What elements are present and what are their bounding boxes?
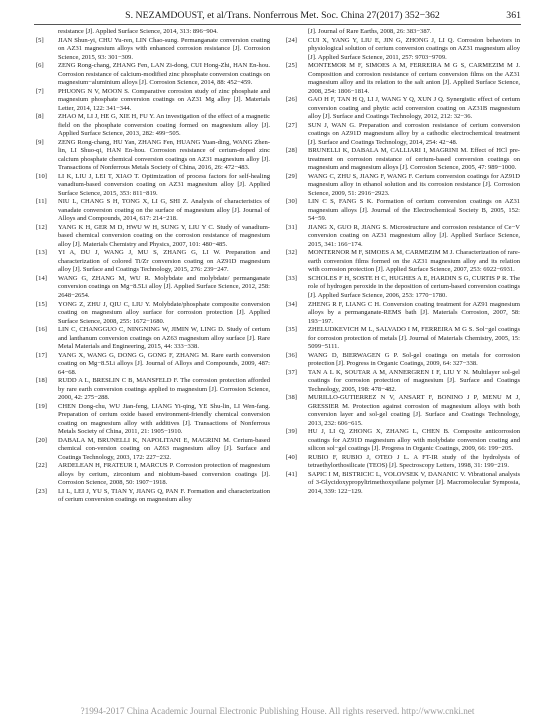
reference-number: [18] xyxy=(36,377,47,385)
reference-number: [35] xyxy=(286,326,297,334)
reference-number: [23] xyxy=(36,487,47,495)
reference-entry xyxy=(286,352,520,369)
reference-number: [25] xyxy=(286,62,297,70)
reference-number: [38] xyxy=(286,394,297,402)
reference-text: SAPIC I M, BISTRICIC L, VOLOVSEK V, DANANIC V. Vibrational analysis of 3-Glycidoxypropyltrimethoxysilane polymer [J]. Macromolecular Symposia, 2014, 339: 122−129. xyxy=(308,470,520,495)
reference-text: MONTEMOR M F, SIMOES A M, FERREIRA M G S, CARMEZIM M J. Composition and corrosion resistance of cerium conversion films on the AZ31 magnesium alloy and its relation to the salt anion [J]. Applied Surface Science, 2008, 254: 1806−1814. xyxy=(308,62,520,95)
reference-number: [10] xyxy=(36,172,47,180)
reference-text: TAN A L K, SOUTAR A M, ANNERGREN I F, LIU Y N. Multilayer sol-gel coatings for corrosion protection of magnesium [J]. Surface and Coatings Technology, 2005, 198: 478−482. xyxy=(308,368,520,393)
reference-entry xyxy=(36,139,270,173)
reference-number: [39] xyxy=(286,428,297,436)
reference-entry xyxy=(36,224,270,250)
reference-text: ZENG Rong-chang, HU Yan, ZHANG Fen, HUANG Yuan-ding, WANG Zhen-lin, LI Shuo-qi, HAN En-hou. Corrosion resistance of cerium-doped zinc calcium phosphate chemical conversion coatings on AZ31 magnesium alloy [J]. Transactions of Nonferrous Metals Society of China, 2016, 26: 472−483. xyxy=(58,138,270,172)
reference-number: [29] xyxy=(286,172,297,180)
reference-entry xyxy=(36,275,270,301)
reference-entry xyxy=(36,62,270,88)
reference-entry xyxy=(286,37,520,63)
reference-entry xyxy=(286,96,520,122)
reference-entry xyxy=(36,437,270,463)
reference-entry xyxy=(286,173,520,199)
reference-text: WANG D, BIERWAGEN G P. Sol-gel coatings on metals for corrosion protection [J]. Progress in Organic Coatings, 2009, 64: 327−338. xyxy=(308,351,520,368)
reference-entry xyxy=(286,62,520,96)
reference-entry xyxy=(286,28,520,37)
reference-text: MONTERNOR M F, SIMOES A M, CARMEZIM M J. Characterization of rare-earth conversion films formed on the AZ31 magnesium alloy and its relation with corrosion protection [J]. Applied Surface Science, 2007, 253: 6922−6931. xyxy=(308,249,520,274)
reference-entry xyxy=(36,28,270,37)
reference-entry xyxy=(286,394,520,428)
reference-text: ZENG Rong-chang, ZHANG Fen, LAN Zi-dong, CUI Hong-Zhi, HAN En-hou. Corrosion resistance of calcium-modified zinc phosphate conversion coatings on magnesium−aluminium alloys [J]. Corrosion Science, 2014, 88: 452−459. xyxy=(58,62,270,87)
reference-text: BRUNELLI K, DABALA M, CALLIARI I, MAGRINI M. Effect of HCl pre-treatment on corrosion resistance of cerium-based conversion coatings on magnesium and magnesium alloys [J]. Corrosion Science, 2005, 47: 989−1000. xyxy=(308,147,520,172)
reference-text: PHUONG N V, MOON S. Comparative corrosion study of zinc phosphate and magnesium phosphate conversion coatings on AZ31 Mg alloy [J]. Materials Letter, 2014, 122: 341−344. xyxy=(58,87,270,112)
reference-text: JIANG X, GUO R, JIANG S. Microstructure and corrosion resistance of Ce−V conversion coating on AZ31 magnesium alloy [J]. Applied Surface Science, 2015, 341: 166−174. xyxy=(308,223,520,248)
reference-entry xyxy=(36,198,270,224)
reference-text: YANG X, WANG G, DONG G, GONG F, ZHANG M. Rare earth conversion coating on Mg−8.5Li alloys [J]. Journal of Alloys and Compounds, 2009, 487: 64−68. xyxy=(58,351,270,376)
reference-number: [14] xyxy=(36,274,47,282)
reference-number: [28] xyxy=(286,147,297,155)
reference-entry xyxy=(286,147,520,173)
reference-entry xyxy=(286,122,520,148)
reference-entry xyxy=(36,113,270,139)
reference-entry xyxy=(36,301,270,327)
reference-text: CUI X, YANG Y, LIU E, JIN G, ZHONG J, LI Q. Corrosion behaviors in physiological solution of cerium conversion coatings on AZ31 magnesium alloy [J]. Applied Surface Science, 2011, 257: 9703−9709. xyxy=(308,36,520,61)
reference-text: SCHOLES F H, SOSTE H C, HUGHES A E, HARDIN S G, CURTIS P R. The role of hydrogen peroxide in the deposition of cerium-based conversion coatings [J]. Applied Surface Science, 2006, 253: 1770−1780. xyxy=(308,274,520,299)
reference-number: [19] xyxy=(36,402,47,410)
references-left-column xyxy=(36,28,270,505)
reference-number: [9] xyxy=(36,138,44,146)
reference-text: ZHAO M, LI J, HE G, XIE H, FU Y. An investigation of the effect of a magnetic field on the phosphate conversion coating formed on magnesium alloy [J]. Applied Surface Science, 2013, 282: 499−505. xyxy=(58,113,270,138)
reference-text: ZHENG R F, LIANG C H. Conversion coating treatment for AZ91 magnesium alloys by a permanganate-REMS bath [J]. Materials Corrosion, 2007, 58: 193−197. xyxy=(308,300,520,325)
reference-number: [27] xyxy=(286,121,297,129)
reference-number: [30] xyxy=(286,198,297,206)
reference-text: ZHELUDKEVICH M L, SALVADO I M, FERREIRA M G S. Sol−gel coatings for corrosion protection of metals [J]. Journal of Materials Chemistry, 2005, 15: 5099−5111. xyxy=(308,326,520,351)
reference-text: WANG C, ZHU S, JIANG F, WANG F. Cerium conversion coatings for AZ91D magnesium alloy in ethanol solution and its corrosion resistance [J]. Corrosion Science, 2009, 51: 2916−2923. xyxy=(308,172,520,197)
reference-number: [32] xyxy=(286,249,297,257)
reference-text: MURILLO-GUTIERREZ N V, ANSART F, BONINO J P, MENU M J, GRESSIER M. Protection against corrosion of magnesium alloys with both conversion layer and sol-gel coating [J]. Surface and Coatings Technology, 2013, 232: 606−615. xyxy=(308,394,520,427)
reference-number: [34] xyxy=(286,300,297,308)
reference-number: [40] xyxy=(286,453,297,461)
reference-number: [37] xyxy=(286,368,297,376)
reference-entry xyxy=(36,377,270,403)
reference-number: [22] xyxy=(36,462,47,470)
reference-text: RUBIO F, RUBIO J, OTEO J L. A FT-IR study of the hydrolysis of tetraethylorthosilicate (TEOS) [J]. Spectroscopy Letters, 1998, 31: 199−219. xyxy=(308,453,520,470)
reference-entry xyxy=(286,301,520,327)
reference-number: [17] xyxy=(36,351,47,359)
reference-number: [36] xyxy=(286,351,297,359)
reference-text: SUN J, WAN G. Preparation and corrosion resistance of cerium conversion coatings on AZ91D magnesium alloy by a cathodic electrochemical treatment [J]. Surface and Coatings Technology, 2014, 254: 42−48. xyxy=(308,121,520,146)
reference-entry xyxy=(286,428,520,454)
reference-text: LI K, LIU J, LEI T, XIAO T. Optimization of process factors for self-healing vanadium-based conversion coating on AZ31 magnesium alloy [J]. Applied Surface Science, 2015, 353: 811−819. xyxy=(58,172,270,197)
reference-entry xyxy=(36,462,270,488)
reference-text: ARDELEAN H, FRATEUR I, MARCUS P. Corrosion protection of magnesium alloys by cerium, zirconium and niobium-based conversion coatings [J]. Corrosion Science, 2008, 50: 1907−1918. xyxy=(58,462,270,487)
reference-number: [13] xyxy=(36,249,47,257)
reference-text: LIN C S, FANG S K. Formation of cerium conversion coatings on AZ31 magnesium alloys [J]. Journal of the Electrochemical Society B, 2005, 152: 54−59. xyxy=(308,198,520,223)
reference-entry xyxy=(286,454,520,471)
reference-text: CHEN Dong-chu, WU Jian-feng, LIANG Yi-qing, YE Shu-lin, LI Wen-fang. Preparation of cerium oxide based environment-friendly chemical conversion coating on magnesium alloy with additives [J]. Transactions of Nonferrous Metals Society of China, 2011, 21: 1905−1910. xyxy=(58,402,270,436)
reference-number: [15] xyxy=(36,300,47,308)
reference-number: [20] xyxy=(36,436,47,444)
reference-text: HU J, LI Q, ZHONG X, ZHANG L, CHEN B. Composite anticorrosion coatings for AZ91D magnesium alloy with molybdate conversion coating and silicon sol−gel coatings [J]. Progress in Organic Coatings, 2009, 66: 199−205. xyxy=(308,428,520,453)
reference-number: [26] xyxy=(286,96,297,104)
reference-number: [7] xyxy=(36,87,44,95)
reference-text: GAO H F, TAN H Q, LI J, WANG Y Q, XUN J Q. Synergistic effect of cerium conversion coating and phytic acid conversion coating on AZ31B magnesium alloy [J]. Surface and Coatings Technology, 2012, 212: 32−36. xyxy=(308,96,520,121)
reference-text: YONG Z, ZHU J, QIU C, LIU Y. Molybdate/phosphate composite conversion coating on magnesium alloy surface for corrosion protection [J]. Applied Surface Science, 2008, 255: 1672−1680. xyxy=(58,300,270,325)
page-number: 361 xyxy=(506,10,521,21)
reference-text: WANG G, ZHANG M, WU R. Molybdate and molybdate/ permanganate conversion coatings on Mg−8.5Li alloy [J]. Applied Surface Science, 2012, 258: 2648−2654. xyxy=(58,274,270,299)
header-rule xyxy=(34,24,521,25)
reference-entry xyxy=(286,369,520,395)
reference-text: YI A, DU J, WANG J, MU S, ZHANG G, LI W. Preparation and characterization of colored Ti/Zr conversion coating on AZ91D magnesium alloy [J]. Surface and Coatings Technology, 2015, 276: 239−247. xyxy=(58,249,270,274)
reference-entry xyxy=(36,88,270,114)
reference-text: YANG K H, GER M D, HWU W H, SUNG Y, LIU Y C. Study of vanadium-based chemical conversion coating on the corrosion resistance of magnesium alloy [J]. Materials Chemistry and Physics, 2007, 101: 480−485. xyxy=(58,223,270,248)
reference-entry xyxy=(36,249,270,275)
reference-entry xyxy=(286,249,520,275)
references-right-column xyxy=(286,28,520,496)
reference-number: [24] xyxy=(286,36,297,44)
reference-entry xyxy=(36,403,270,437)
reference-text: DABALA M, BRUNELLI K, NAPOLITANI E, MAGRINI M. Cerium-based chemical con-version coating on AZ63 magnesium alloy [J]. Surface and Coatings Technology, 2003, 172: 227−232. xyxy=(58,436,270,461)
reference-number: [31] xyxy=(286,223,297,231)
reference-text: LI L, LEI J, YU S, TIAN Y, JIANG Q, PAN F. Formation and characterization of cerium conversion coatings on magnesium alloy xyxy=(58,487,270,504)
reference-text: RUDD A L, BRESLIN C B, MANSFELD F. The corrosion protection afforded by rare earth conversion coatings applied to magnesium [J]. Corrosion Science, 2000, 42: 275−288. xyxy=(58,377,270,402)
reference-number: [8] xyxy=(36,113,44,121)
reference-text: resistance [J]. Applied Surface Science, 2014, 313: 896−904. xyxy=(58,28,218,35)
reference-entry xyxy=(36,326,270,352)
reference-text: [J]. Journal of Rare Earths, 2008, 26: 383−387. xyxy=(308,28,432,35)
reference-number: [11] xyxy=(36,198,47,206)
reference-number: [33] xyxy=(286,274,297,282)
reference-number: [12] xyxy=(36,223,47,231)
reference-text: LIN C, CHANGGUO C, NINGNING W, JIMIN W, LING D. Study of cerium and lanthanum conversion coatings on AZ63 magnesium alloy surface [J]. Rare Metal Materials and Engineering, 2015, 44: 333−338. xyxy=(58,326,270,351)
reference-number: [6] xyxy=(36,62,44,70)
reference-entry xyxy=(286,224,520,250)
reference-entry xyxy=(286,326,520,352)
copyright-footer: ?1994-2017 China Academic Journal Electronic Publishing House. All rights reserved. http://www.cnki.net xyxy=(80,706,475,716)
reference-number: [41] xyxy=(286,470,297,478)
reference-entry xyxy=(286,198,520,224)
page-header xyxy=(34,8,521,24)
reference-entry xyxy=(36,37,270,63)
reference-entry xyxy=(286,275,520,301)
reference-entry xyxy=(286,471,520,497)
reference-entry xyxy=(36,488,270,505)
reference-entry xyxy=(36,173,270,199)
reference-text: NIU L, CHANG S H, TONG X, LI G, SHI Z. Analysis of characteristics of vanadate conversion coating on the surface of magnesium alloy [J]. Journal of Alloys and Compounds, 2014, 617: 214−218. xyxy=(58,198,270,223)
running-title: S. NEZAMDOUST, et al/Trans. Nonferrous Met. Soc. China 27(2017) 352−362 xyxy=(125,10,440,21)
reference-number: [16] xyxy=(36,326,47,334)
reference-text: JIAN Shun-yi, CHU Yu-ren, LIN Chao-sung. Permanganate conversion coating on AZ31 magnesium alloys with enhanced corrosion resistance [J]. Corrosion Science, 2015, 93: 301−309. xyxy=(58,36,270,61)
reference-entry xyxy=(36,352,270,378)
reference-number: [5] xyxy=(36,36,44,44)
